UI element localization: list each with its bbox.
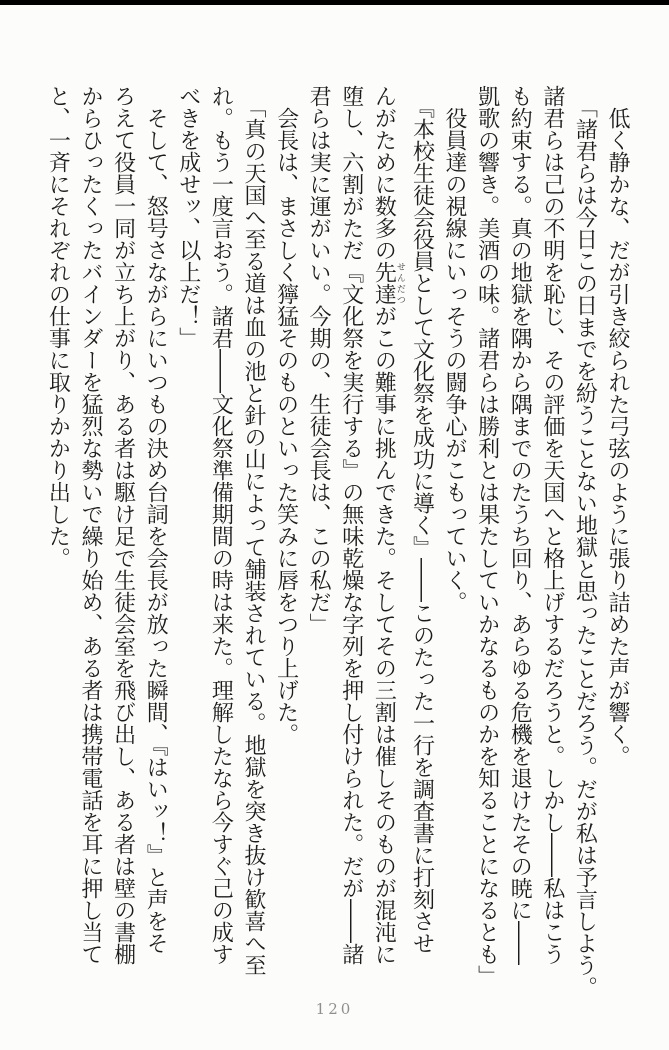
- text-column: んがために数多の先達せんだつがこの難事に挑んできた。そしてその三割は催しそのものが混沌に: [371, 85, 405, 965]
- text-column: 役員達の視線にいっそうの闘争心がこもっていく。: [442, 85, 468, 613]
- text-column: と、一斉にそれぞれの仕事に取りかかり出した。: [45, 85, 71, 569]
- text-column: そして、怒号さながらにいつもの決め台詞を会長が放った瞬間、『はいッ！』と声をそ: [143, 85, 169, 954]
- page-number: 120: [315, 1000, 354, 1018]
- text-column: も約束する。真の地獄を隅から隅までのたうち回り、あらゆる危機を退けたその暁に――: [507, 85, 533, 965]
- text-column: れ。もう一度言おう。諸君――文化祭準備期間の時は来た。理解したなら今すぐ己の成す: [208, 85, 234, 965]
- text-column: 『本校生徒会役員として文化祭を成功に導く』――このたった一行を調査書に打刻させ: [409, 85, 435, 954]
- text-column: 凱歌の響き。美酒の味。諸君らは勝利とは果たしていかなるものかを知ることになるとも」: [474, 85, 500, 987]
- vertical-text-block: [41, 85, 633, 998]
- text-column: 低く静かな、だが引き絞られた弓弦のように張り詰めた声が響く。: [605, 85, 630, 767]
- text-column: 君らは実に運がいい。今期の、生徒会長は、この私だ」: [306, 85, 332, 635]
- furigana-reading: せんだつ: [394, 261, 405, 305]
- text-column: 「真の天国へ至る道は血の池と針の山によって舗装されている。地獄を突き抜け歓喜へ至: [240, 85, 266, 976]
- furigana-base: 先達せんだつ: [371, 261, 405, 305]
- text-column: からひったくったバインダーを猛烈な勢いで繰り始め、ある者は携帯電話を耳に押し当て: [78, 85, 103, 965]
- text-column: べきを成せッ、以上だ！」: [175, 85, 201, 349]
- text-column: 諸君らは己の不明を恥じ、その評価を天国へと格上げするだろうと。しかし――私はこう: [539, 85, 565, 965]
- text-column: 「諸君らは今日この日までを紛うことない地獄と思ったことだろう。だが私は予言しよう。: [572, 85, 598, 998]
- text-column: 堕し、六割がただ『文化祭を実行する』の無味乾燥な字列を押し付けられた。だが――諸: [338, 85, 364, 965]
- page-top-border: [0, 0, 669, 5]
- text-column: 会長は、まさしく獰猛そのものといった笑みに唇をつり上げた。: [273, 85, 299, 745]
- text-column: ろえて役員一同が立ち上がり、ある者は駆け足で生徒会室を飛び出し、ある者は壁の書棚: [110, 85, 136, 965]
